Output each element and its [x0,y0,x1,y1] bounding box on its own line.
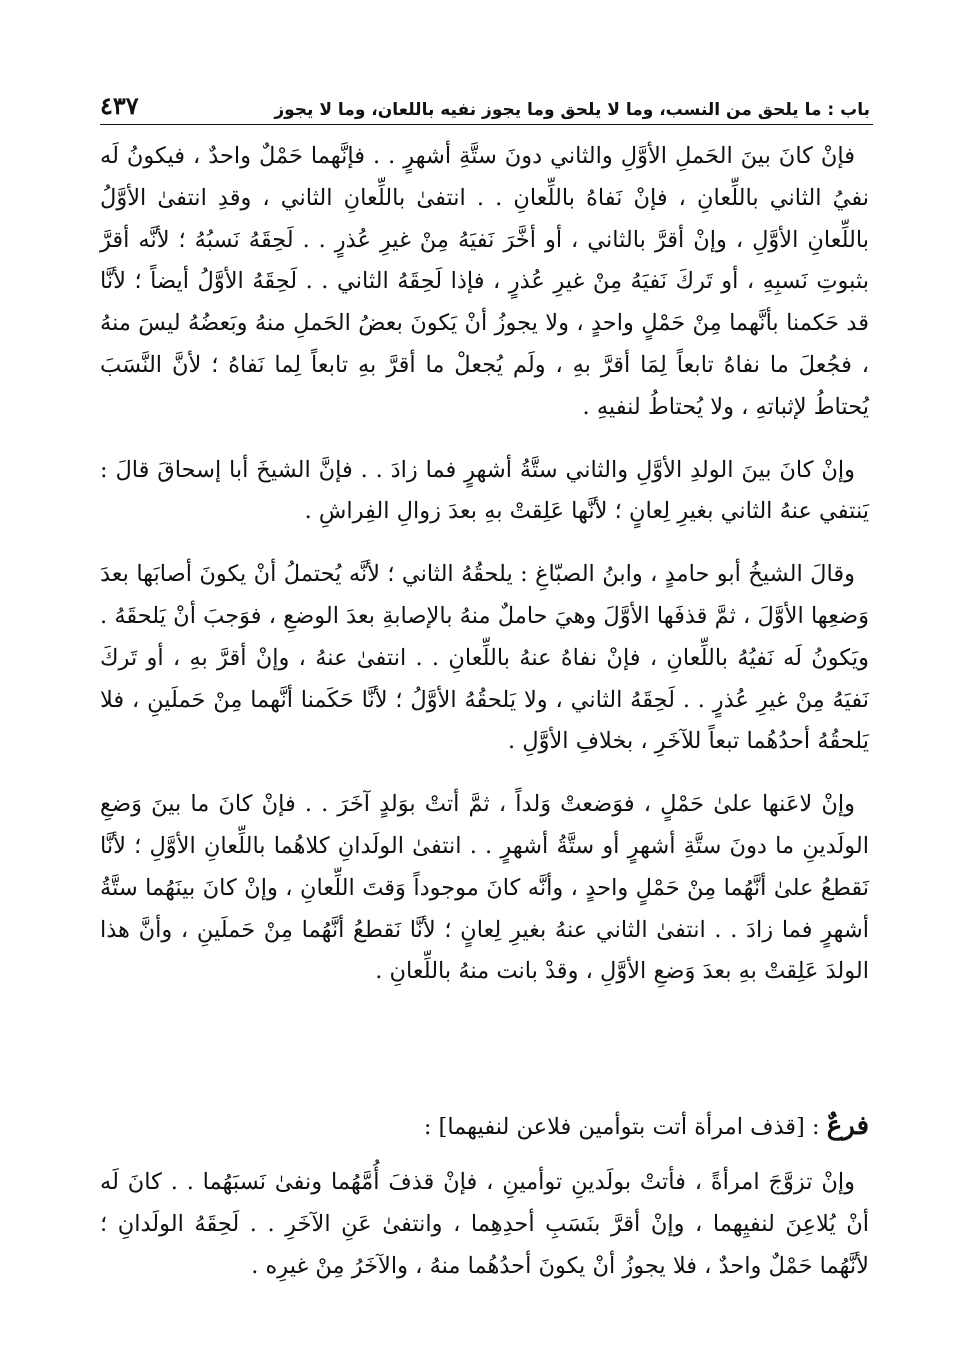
page-header [100,84,870,120]
section-title: [قذف امرأة أتت بتوأمين فلاعن لنفيهما] : [423,1114,805,1140]
paragraph-3: وقالَ الشيخُ أبو حامدٍ ، وابنُ الصبّاغِ : يلحقُهُ الثاني ؛ لأنَّه يُحتملُ أنْ يكونَ أصابَها بعدَ وَضعِها الأوَّلَ ، ثمَّ قذفَها الأوَّلَ وهيَ حاملٌ منهُ بالإصابةِ بعدَ الوضعِ ، فوَجبَ أنْ يَلحقَهُ . ويَكونُ لَه نَفيُهُ باللِّعانِ ، فإنْ نفاهُ عنهُ باللِّعانِ . . انتفىٰ عنهُ ، وإنْ أقرَّ بهِ ، أو تَركَ نَفيَهُ مِنْ غيرِ عُذرٍ . . لَحِقَهُ الثاني ، ولا يَلحقُهُ الأوَّلُ ؛ لأنَّا حَكَمنا أنَّهما مِنْ حَملَينِ ، فلا يَلحقُهُ أحدُهُما تبعاً للآخَرِ ، بخلافِ الأوَّلِ . [100,561,869,755]
paragraph-1: فإنْ كانَ بينَ الحَملِ الأوَّلِ والثاني دونَ ستَّةِ أشهرٍ . . فإنَّهما حَمْلٌ واحدٌ ، فيكونُ لَه نفيُ الثاني باللِّعانِ ، فإنْ نَفاهُ باللِّعانِ . . انتفىٰ باللِّعانِ الثاني ، وقدِ انتفىٰ الأوَّلُ باللِّعانِ الأوَّلِ ، وإنْ أقرَّ بالثاني ، أو أخَّرَ نَفيَهُ مِنْ غيرِ عُذرٍ . . لَحِقَهُ نَسبُهُ ؛ لأنَّه أقرَّ بثبوتِ نَسبِهِ ، أو تَركَ نَفيَهُ مِنْ غيرِ عُذرٍ ، فإذا لَحِقَهُ الثاني . . لَحِقَهُ الأوَّلُ أيضاً ؛ لأنَّا قد حَكمنا بأنَّهما مِنْ حَمْلٍ واحدٍ ، ولا يجوزُ أنْ يَكونَ بعضُ الحَملِ منهُ وبَعضُهُ ليسَ منهُ ، فجُعلَ ما نفاهُ تابعاً لِمَا أقرَّ بهِ ، ولَم يُجعلْ ما أقرَّ بهِ تابعاً لِما نَفاهُ ؛ لأنَّ النَّسَبَ يُحتاطُ لإثباتهِ ، ولا يُحتاطُ لنفيهِ . [100,143,869,420]
paragraph-4: وإنْ لاعَنها علىٰ حَمْلٍ ، فوَضعتْ وَلداً ، ثمَّ أتتْ بوَلدٍ آخَرَ . . فإنْ كانَ ما بينَ وَضعِ الولَدينِ ما دونَ ستَّةِ أشهرٍ أو ستَّةُ أشهرٍ . . انتفىٰ الولَدانِ كلاهُما باللِّعانِ الأوَّلِ ؛ لأنَّا نَقطعُ علىٰ أنَّهُما مِنْ حَمْلٍ واحدٍ ، وأنَّه كانَ موجوداً وَقتَ اللِّعانِ ، وإنْ كانَ بينَهُما ستَّةُ أشهرٍ فما زادَ . . انتفىٰ الثاني عنهُ بغيرِ لِعانٍ ؛ لأنَّا نَقطعُ أنَّهُما مِنْ حَملَينِ ، وأنَّ هذا الولدَ عَلِقتْ بهِ بعدَ وَضعِ الأوَّلِ ، وقدْ بانت منهُ باللِّعانِ . [100,791,870,985]
section-colon: : [811,1114,820,1140]
main-text [100,136,869,993]
header-rule [100,124,873,125]
section-heading [100,1106,869,1147]
paragraph-5: وإنْ تزوَّجَ امرأةً ، فأتتْ بولَدينِ توأمينِ ، فإنْ قذفَ أُمَّهُما ونفىٰ نَسبَهُما . . كانَ لَه أنْ يُلاعِنَ لنفيِهما ، وإنْ أقرَّ بنَسَبِ أحدِهِما ، وانتفىٰ عَنِ الآخَرِ . . لَحِقَهُ الولَدانِ ؛ لأنَّهُما حَمْلٌ واحدٌ ، فلا يجوزُ أنْ يكونَ أحدُهُما منهُ ، والآخَرُ مِنْ غيرِه . [100,1169,869,1279]
page-number: ٤٣٧ [100,91,139,120]
paragraph-2: وإنْ كانَ بينَ الولدِ الأوَّلِ والثاني ستَّةُ أشهرٍ فما زادَ . . فإنَّ الشيخَ أبا إسحاقَ قالَ : يَنتفي عنهُ الثاني بغيرِ لِعانٍ ؛ لأنَّها عَلِقتْ بهِ بعدَ زوالِ الفِراشِ . [100,456,869,525]
section-label: فرعٌ [826,1111,869,1141]
running-title: باب : ما يلحق من النسب، وما لا يلحق وما يجوز نفيه باللعان، وما لا يجوز [274,100,870,120]
